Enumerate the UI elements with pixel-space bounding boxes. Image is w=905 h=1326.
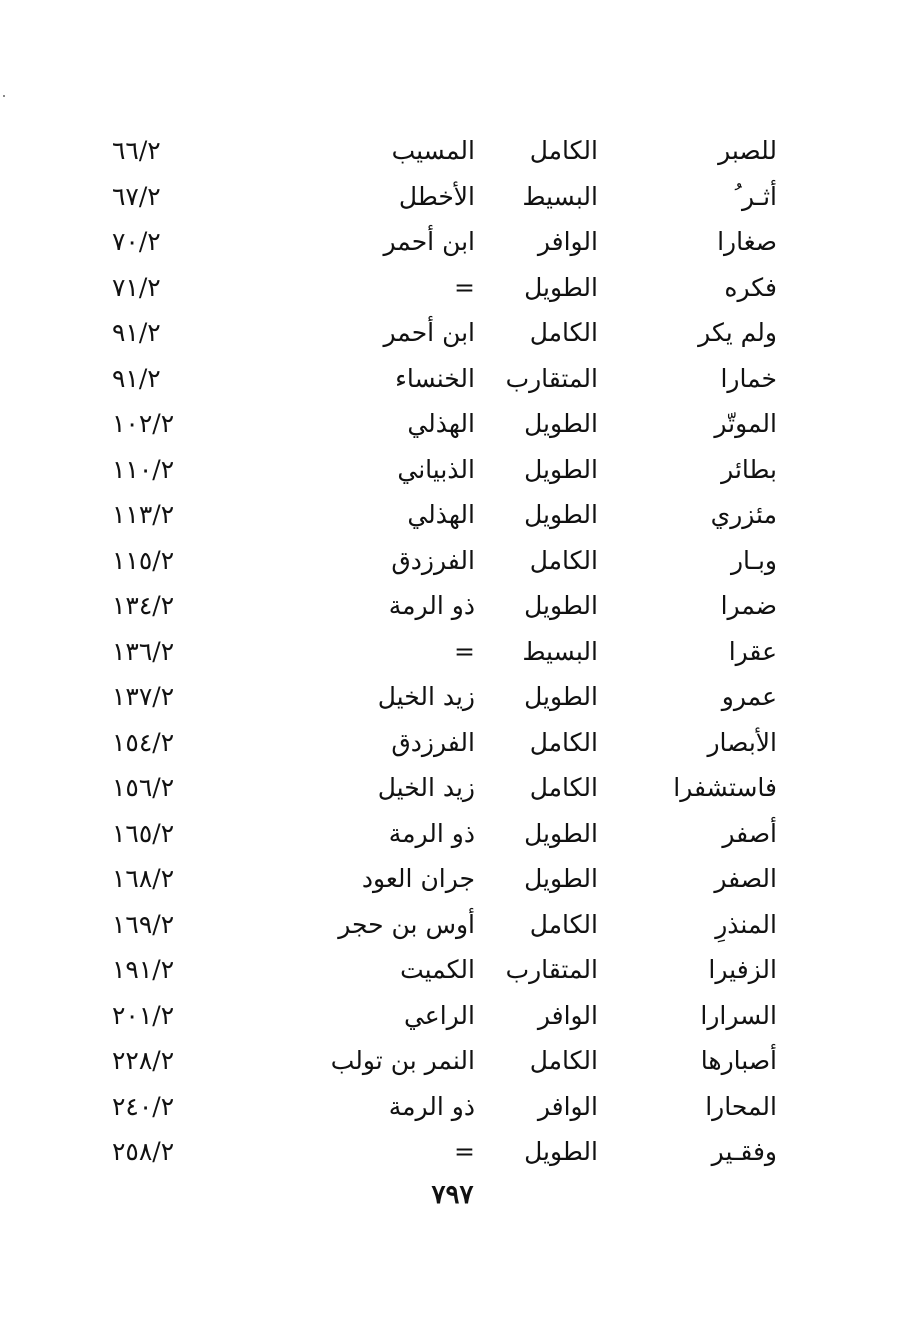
page-number: ٧٩٧ <box>431 1180 474 1210</box>
rhyme-cell: عمرو <box>721 682 777 711</box>
rhyme-cell: مئزري <box>710 500 777 529</box>
reference-cell: ٧٠/٢ <box>112 227 161 256</box>
meter-cell: الطويل <box>524 500 598 529</box>
table-row <box>0 720 905 766</box>
rhyme-cell: الصفر <box>714 864 777 893</box>
table-row <box>0 174 905 220</box>
poet-cell: الفرزدق <box>391 545 475 575</box>
reference-cell: ١١٠/٢ <box>112 454 175 484</box>
reference-cell: ١٥٤/٢ <box>112 727 175 757</box>
meter-cell: الطويل <box>524 818 598 848</box>
meter-cell: الطويل <box>524 272 598 302</box>
rhyme-cell: السرارا <box>700 1000 777 1030</box>
table-row <box>0 1038 905 1084</box>
verse-index-table <box>0 128 905 1175</box>
poet-cell: ذو الرمة <box>388 591 475 620</box>
meter-cell: الوافر <box>537 1091 598 1121</box>
rhyme-cell: المحارا <box>705 1091 777 1121</box>
table-row <box>0 1084 905 1130</box>
meter-cell: البسيط <box>522 636 598 666</box>
reference-cell: ١٣٤/٢ <box>112 591 175 620</box>
table-row <box>0 629 905 675</box>
table-row <box>0 265 905 311</box>
table-row <box>0 356 905 402</box>
table-row <box>0 947 905 993</box>
rhyme-cell: وفقـير <box>711 1137 777 1166</box>
reference-cell: ١٦٥/٢ <box>112 818 175 848</box>
table-row <box>0 310 905 356</box>
poet-cell: = <box>454 1137 475 1166</box>
meter-cell: الطويل <box>524 409 598 438</box>
poet-cell: الأخطل <box>398 181 475 211</box>
reference-cell: ١٦٨/٢ <box>112 864 175 893</box>
reference-cell: ٩١/٢ <box>112 363 161 393</box>
meter-cell: الطويل <box>524 591 598 620</box>
poet-cell: الخنساء <box>395 363 475 393</box>
poet-cell: ابن أحمر <box>383 227 475 256</box>
poet-cell: ذو الرمة <box>388 1091 475 1121</box>
poet-cell: الراعي <box>403 1000 475 1030</box>
rhyme-cell: للصبر <box>718 136 777 165</box>
reference-cell: ١٣٧/٢ <box>112 682 175 711</box>
rhyme-cell: خمارا <box>720 363 777 393</box>
poet-cell: النمر بن تولب <box>330 1046 475 1075</box>
reference-cell: ٦٧/٢ <box>112 181 161 211</box>
table-row <box>0 902 905 948</box>
poet-cell: الكميت <box>400 955 475 984</box>
poet-cell: زيد الخيل <box>377 773 475 802</box>
table-row <box>0 1129 905 1175</box>
scan-speck <box>3 95 5 97</box>
table-row <box>0 128 905 174</box>
reference-cell: ٢٢٨/٢ <box>112 1046 175 1075</box>
meter-cell: الوافر <box>537 227 598 256</box>
rhyme-cell: الأبصار <box>707 727 777 757</box>
meter-cell: الكامل <box>529 545 598 575</box>
poet-cell: الهذلي <box>407 409 475 438</box>
poet-cell: الهذلي <box>407 500 475 529</box>
table-row <box>0 674 905 720</box>
table-row <box>0 219 905 265</box>
reference-cell: ١٦٩/٢ <box>112 909 175 939</box>
table-row <box>0 811 905 857</box>
meter-cell: الكامل <box>529 318 598 347</box>
table-row <box>0 993 905 1039</box>
reference-cell: ١٠٢/٢ <box>112 409 175 438</box>
reference-cell: ١١٣/٢ <box>112 500 175 529</box>
rhyme-cell: أصفر <box>722 818 777 848</box>
poet-cell: أوس بن حجر <box>338 909 475 939</box>
reference-cell: ٢٠١/٢ <box>112 1000 175 1030</box>
meter-cell: الكامل <box>529 909 598 939</box>
table-row <box>0 447 905 493</box>
poet-cell: الذبياني <box>397 454 475 484</box>
meter-cell: البسيط <box>522 181 598 211</box>
meter-cell: الكامل <box>529 773 598 802</box>
reference-cell: ١٥٦/٢ <box>112 773 175 802</box>
reference-cell: ٢٤٠/٢ <box>112 1091 175 1121</box>
reference-cell: ٩١/٢ <box>112 318 161 347</box>
reference-cell: ١٣٦/٢ <box>112 636 175 666</box>
reference-cell: ٧١/٢ <box>112 272 161 302</box>
rhyme-cell: الزفيرا <box>708 955 777 984</box>
meter-cell: الكامل <box>529 727 598 757</box>
poet-cell: الفرزدق <box>391 727 475 757</box>
rhyme-cell: ضمرا <box>720 591 777 620</box>
meter-cell: الطويل <box>524 682 598 711</box>
rhyme-cell: عقرا <box>728 636 777 666</box>
rhyme-cell: ولم يكر <box>698 318 777 347</box>
meter-cell: الوافر <box>537 1000 598 1030</box>
poet-cell: جران العود <box>361 864 475 893</box>
rhyme-cell: بطائر <box>721 454 777 484</box>
rhyme-cell: صغارا <box>717 227 777 256</box>
table-row <box>0 492 905 538</box>
poet-cell: ابن أحمر <box>383 318 475 347</box>
reference-cell: ٦٦/٢ <box>112 136 161 165</box>
reference-cell: ١٩١/٢ <box>112 955 175 984</box>
meter-cell: الكامل <box>529 1046 598 1075</box>
rhyme-cell: فاستشفرا <box>673 773 777 802</box>
rhyme-cell: المنذرِ <box>715 909 777 939</box>
table-row <box>0 856 905 902</box>
reference-cell: ٢٥٨/٢ <box>112 1137 175 1166</box>
poet-cell: = <box>454 272 475 302</box>
rhyme-cell: الموتّر <box>714 409 777 438</box>
poet-cell: ذو الرمة <box>388 818 475 848</box>
rhyme-cell: وبـار <box>730 545 777 575</box>
rhyme-cell: فكره <box>724 272 777 302</box>
table-row <box>0 583 905 629</box>
meter-cell: الطويل <box>524 864 598 893</box>
meter-cell: الطويل <box>524 1137 598 1166</box>
meter-cell: الطويل <box>524 454 598 484</box>
rhyme-cell: أصبارها <box>700 1046 777 1075</box>
meter-cell: الكامل <box>529 136 598 165</box>
table-row <box>0 538 905 584</box>
meter-cell: المتقارب <box>505 955 598 984</box>
table-row <box>0 765 905 811</box>
table-row <box>0 401 905 447</box>
reference-cell: ١١٥/٢ <box>112 545 175 575</box>
rhyme-cell: أثـر ُ <box>734 181 777 211</box>
poet-cell: = <box>454 636 475 666</box>
poet-cell: المسيب <box>391 136 475 165</box>
poet-cell: زيد الخيل <box>377 682 475 711</box>
meter-cell: المتقارب <box>505 363 598 393</box>
